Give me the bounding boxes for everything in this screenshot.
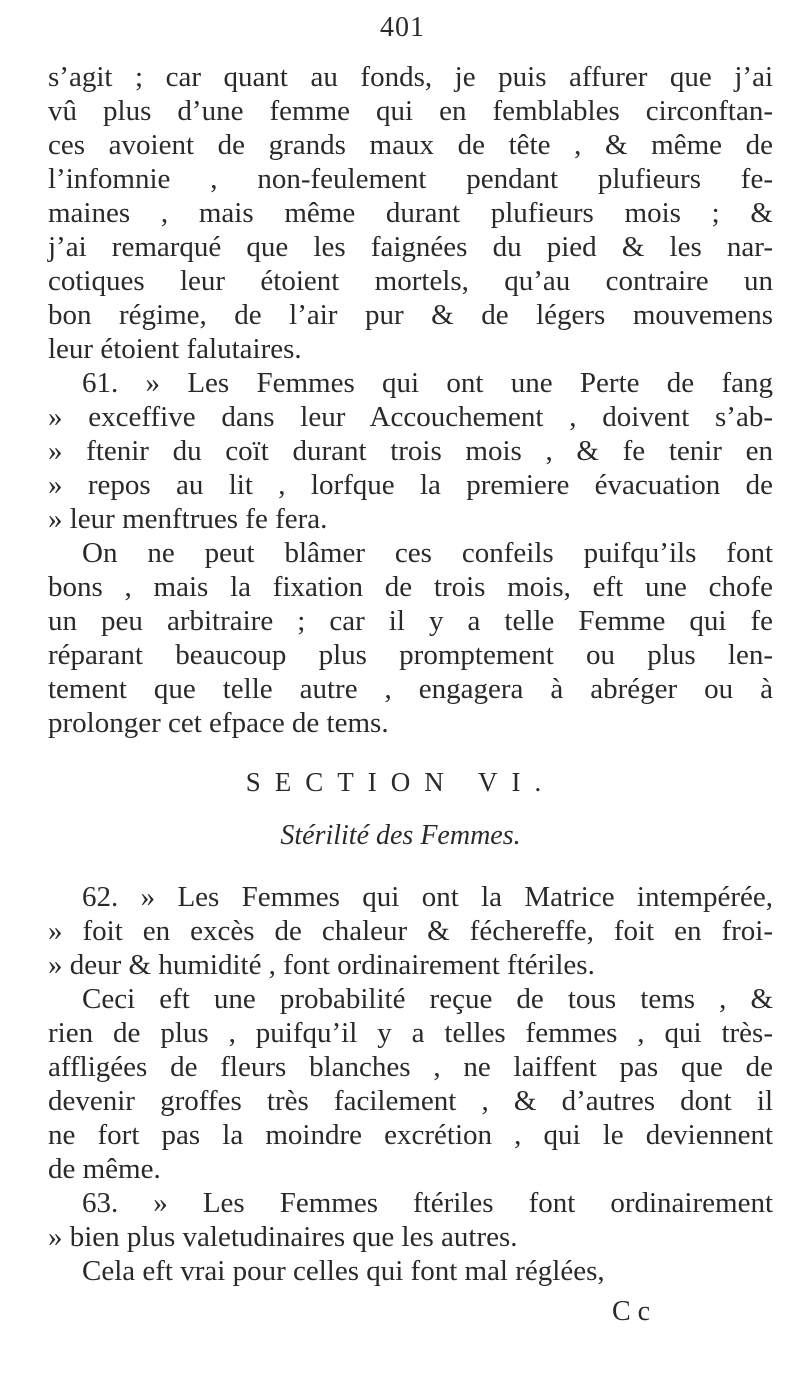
commentary-line: ne fort pas la moindre excrétion , qui le deviennent bbox=[48, 1119, 773, 1151]
aphorism-61-line: » leur menftrues fe fera. bbox=[48, 503, 328, 535]
commentary-line: On ne peut blâmer ces confeils puifqu’ils font bbox=[82, 537, 773, 569]
commentary-line: bons , mais la fixation de trois mois, eft une chofe bbox=[48, 571, 773, 603]
commentary-line: Ceci eft une probabilité reçue de tous tems , & bbox=[82, 983, 773, 1015]
text-line: cotiques leur étoient mortels, qu’au contraire un bbox=[48, 265, 773, 297]
text-line: ces avoient de grands maux de tête , & même de bbox=[48, 129, 773, 161]
signature-mark: C c bbox=[612, 1296, 651, 1327]
section-subtitle: Stérilité des Femmes. bbox=[280, 820, 521, 851]
commentary-line: réparant beaucoup plus promptement ou plus len- bbox=[48, 639, 773, 671]
commentary-line: affligées de fleurs blanches , ne laiffent pas que de bbox=[48, 1051, 773, 1083]
aphorism-63-line: » bien plus valetudinaires que les autres. bbox=[48, 1221, 518, 1253]
text-line: maines , mais même durant plufieurs mois ; & bbox=[48, 197, 773, 229]
aphorism-63-line: 63. » Les Femmes ftériles font ordinairement bbox=[82, 1187, 773, 1219]
aphorism-62-line: » foit en excès de chaleur & féchereffe, foit en froi- bbox=[48, 915, 773, 947]
aphorism-61-line: » exceffive dans leur Accouchement , doivent s’ab- bbox=[48, 401, 773, 433]
text-line: j’ai remarqué que les faignées du pied & les nar- bbox=[48, 231, 773, 263]
commentary-line: Cela eft vrai pour celles qui font mal réglées, bbox=[82, 1255, 605, 1287]
aphorism-61-line: » ftenir du coït durant trois mois , & fe tenir en bbox=[48, 435, 773, 467]
aphorism-61-line: » repos au lit , lorfque la premiere évacuation de bbox=[48, 469, 773, 501]
page-number: 401 bbox=[380, 12, 425, 43]
section-heading: SECTION VI. bbox=[245, 767, 556, 797]
text-line: vû plus d’une femme qui en femblables circonftan- bbox=[48, 95, 773, 127]
page-text-lower bbox=[48, 880, 773, 1288]
aphorism-61-line: 61. » Les Femmes qui ont une Perte de fang bbox=[82, 367, 773, 399]
aphorism-62-line: » deur & humidité , font ordinairement ftériles. bbox=[48, 949, 595, 981]
commentary-line: devenir groffes très facilement , & d’autres dont il bbox=[48, 1085, 773, 1117]
commentary-line: tement que telle autre , engagera à abréger ou à bbox=[48, 673, 773, 705]
commentary-line: un peu arbitraire ; car il y a telle Femme qui fe bbox=[48, 605, 773, 637]
commentary-line: rien de plus , puifqu’il y a telles femmes , qui très- bbox=[48, 1017, 773, 1049]
page-text bbox=[48, 60, 773, 740]
commentary-line: prolonger cet efpace de tems. bbox=[48, 707, 389, 739]
text-line: bon régime, de l’air pur & de légers mouvemens bbox=[48, 299, 773, 331]
commentary-line: de même. bbox=[48, 1153, 161, 1185]
text-line: l’infomnie , non-feulement pendant plufieurs fe- bbox=[48, 163, 773, 195]
text-line: leur étoient falutaires. bbox=[48, 333, 302, 365]
aphorism-62-line: 62. » Les Femmes qui ont la Matrice intempérée, bbox=[82, 881, 773, 913]
text-line: s’agit ; car quant au fonds, je puis affurer que j’ai bbox=[48, 61, 773, 93]
